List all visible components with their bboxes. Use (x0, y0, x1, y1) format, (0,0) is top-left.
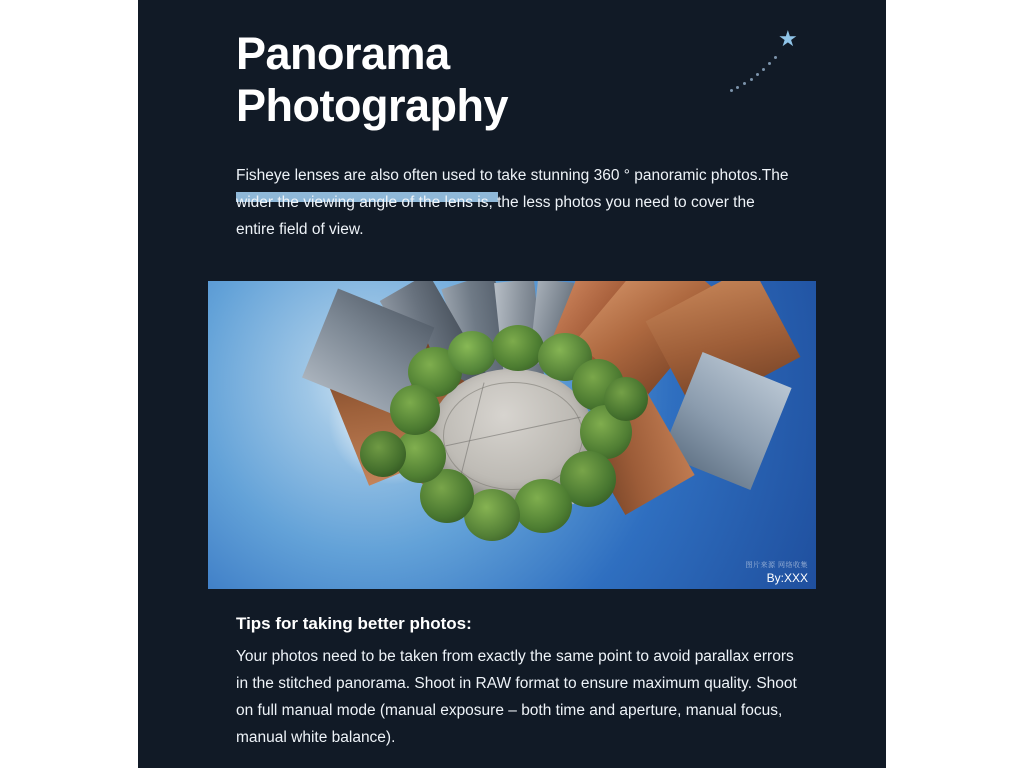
tree (514, 479, 572, 533)
tree (448, 331, 496, 375)
tips-body: Your photos need to be taken from exactly the same point to avoid parallax errors in the stitched panorama. Shoot in RAW format to ensure maximum quality. Shoot on full manual mode (manual exposure – both time and aperture, manual focus, manual white balance). (236, 648, 797, 747)
tips-heading: Tips for taking better photos: (236, 614, 472, 633)
star-decoration (730, 28, 810, 98)
trail-dot-icon (730, 89, 733, 92)
tree (360, 431, 406, 477)
photo-byline: By:XXX (766, 571, 808, 585)
star-icon: ★ (778, 26, 798, 51)
title-line-2: Photography (236, 80, 508, 132)
trail-dot-icon (774, 56, 777, 59)
tree (604, 377, 648, 421)
little-planet-panorama-photo (208, 281, 816, 589)
intro-paragraph: Fisheye lenses are also often used to take stunning 360 ° panoramic photos.The wider the viewing angle of the lens is, the less photos you need to cover the entire field of view. (236, 167, 789, 239)
trail-dot-icon (756, 73, 759, 76)
trail-dot-icon (762, 68, 765, 71)
slide-panel (138, 0, 886, 768)
trail-dot-icon (736, 86, 739, 89)
trail-dot-icon (768, 62, 771, 65)
page-title (236, 28, 796, 132)
tree (390, 385, 440, 435)
title-line-2-wrapper (236, 80, 508, 132)
photo-watermark: 图片来源 网络收集 (745, 562, 808, 570)
tree (492, 325, 544, 371)
trail-dot-icon (743, 82, 746, 85)
trail-dot-icon (750, 78, 753, 81)
title-line-1: Panorama (236, 28, 450, 79)
